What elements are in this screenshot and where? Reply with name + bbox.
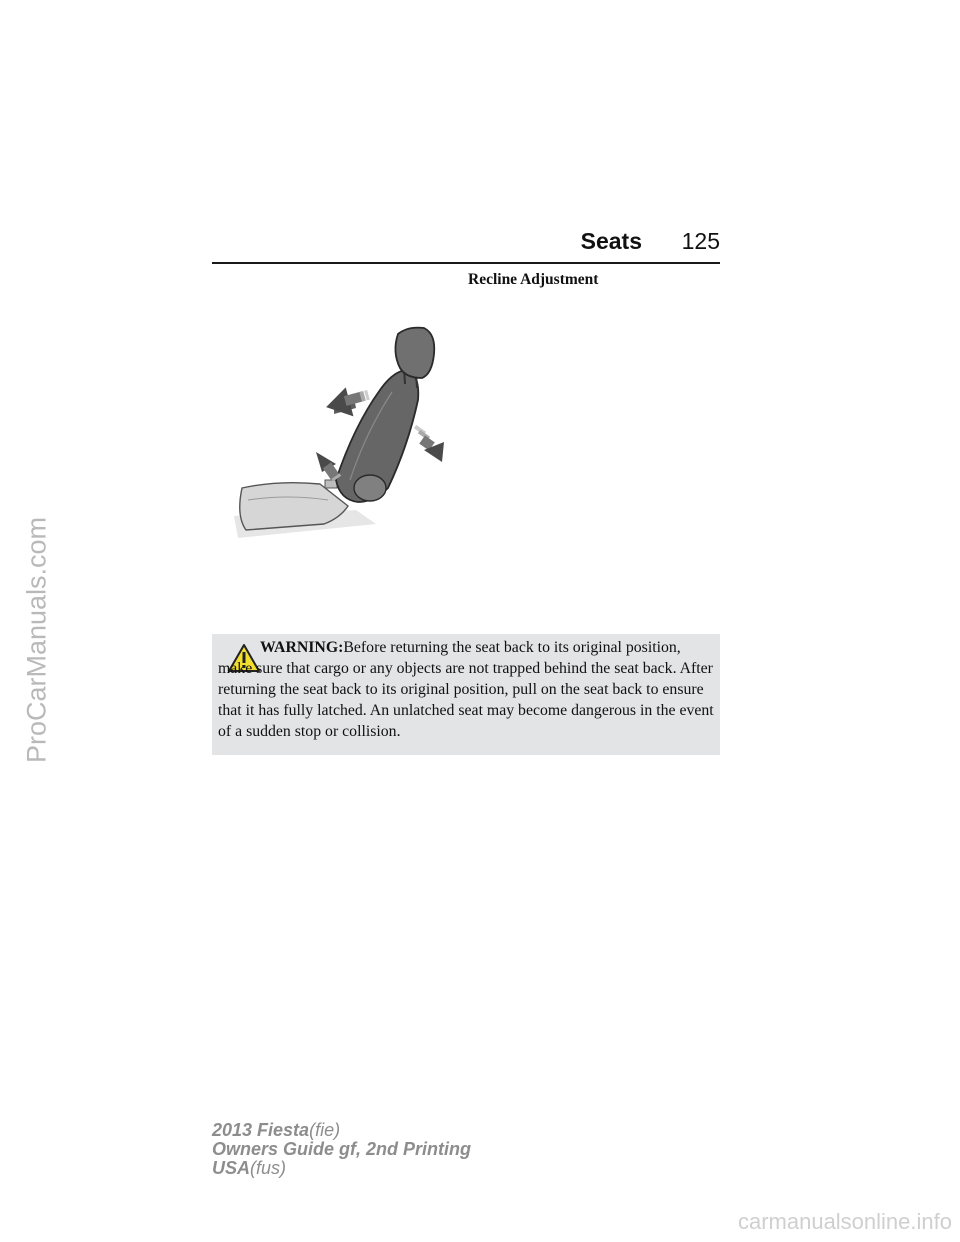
section-title: Seats — [580, 228, 642, 254]
warning-text — [218, 637, 718, 742]
side-watermark — [12, 0, 62, 1242]
warning-box — [212, 634, 720, 755]
footer-line-3 — [212, 1159, 471, 1178]
footer-market: USA — [212, 1158, 251, 1178]
page-number: 125 — [681, 228, 720, 254]
seat-recline-svg — [228, 320, 468, 545]
footer-market-code: (fus) — [250, 1158, 287, 1178]
footer-line-1 — [212, 1121, 471, 1140]
headrest — [395, 328, 434, 378]
subheading: Recline Adjustment — [468, 271, 599, 288]
bottom-watermark: carmanualsonline.info — [737, 1209, 952, 1234]
seat-recline-illustration — [228, 320, 468, 545]
footer-line-2: Owners Guide gf, 2nd Printing — [212, 1139, 472, 1159]
recline-hinge — [354, 475, 386, 501]
footer-model-code: (fie) — [309, 1120, 341, 1140]
side-watermark-text: ProCarManuals.com — [21, 516, 52, 764]
footer-model: 2013 Fiesta — [212, 1120, 310, 1140]
footer — [212, 1121, 471, 1178]
warning-label: WARNING: — [260, 639, 344, 656]
page-header — [212, 228, 720, 264]
recline-lever — [325, 480, 337, 488]
arrow-lever-up-icon — [316, 452, 341, 482]
warning-body: Before returning the seat back to its original position, make sure that cargo or any objects are not trapped behind the seat back. After returning the seat back to its original position, pull on the seat back to ensure that it has fully latched. An unlatched seat may become dangerous in the event of a sudden stop or collision. — [218, 639, 714, 740]
arrow-recline-forward-icon — [414, 425, 444, 462]
